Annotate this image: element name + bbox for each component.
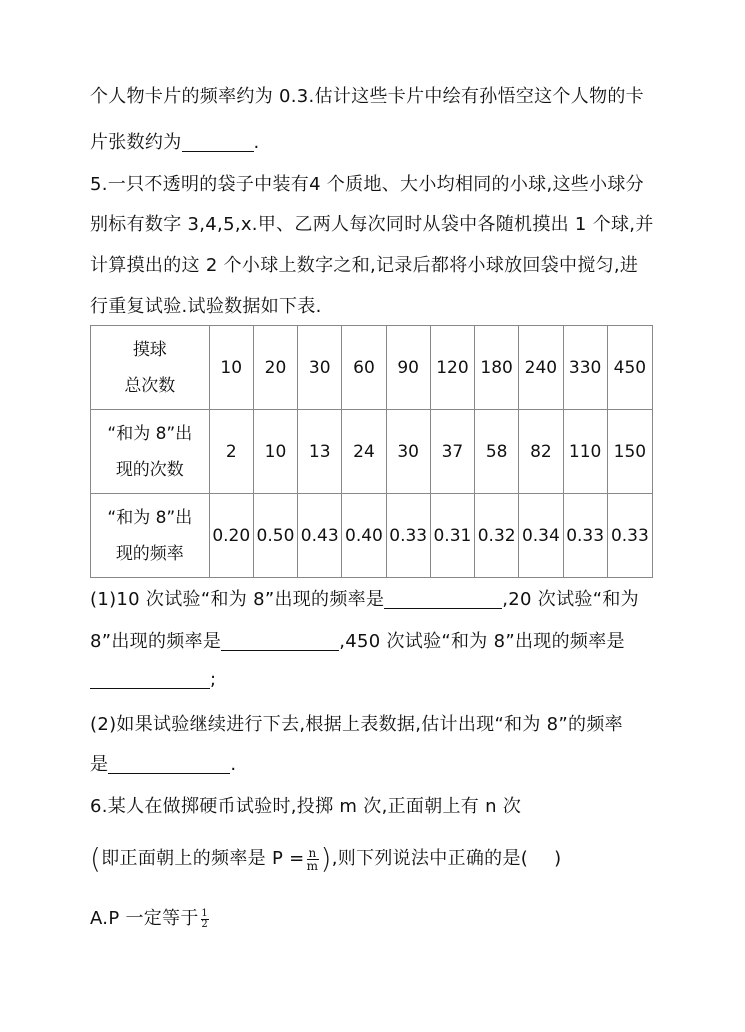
table-cell: 90 bbox=[386, 326, 430, 410]
q2-line-1: (2)如果试验继续进行下去,根据上表数据,估计出现“和为 8”的频率 bbox=[90, 714, 623, 735]
table-row-counts bbox=[91, 410, 653, 494]
table-row-freqs bbox=[91, 494, 653, 578]
q1-text-c: 8”出现的频率是 bbox=[90, 631, 222, 652]
table-cell: 0.40 bbox=[342, 494, 386, 578]
frac-num: 1 bbox=[201, 907, 209, 919]
q2-text-c: . bbox=[230, 754, 237, 775]
table-cell: 58 bbox=[475, 410, 519, 494]
row-header-freqs bbox=[91, 494, 210, 578]
text-line-2-pre: 片张数约为 bbox=[90, 132, 182, 153]
table-cell: 0.50 bbox=[253, 494, 297, 578]
fraction-n-over-m bbox=[307, 847, 319, 872]
q6-text-post: ,则下列说法中正确的是( bbox=[331, 848, 529, 869]
q5-line-2: 别标有数字 3,4,5,x.甲、乙两人每次同时从袋中各随机摸出 1 个球,并 bbox=[90, 214, 654, 235]
frac-num: n bbox=[308, 845, 317, 860]
q6-line-1: 6.某人在做掷硬币试验时,投掷 m 次,正面朝上有 n 次 bbox=[90, 796, 522, 817]
table-cell: 20 bbox=[253, 326, 297, 410]
frac-den: m bbox=[306, 858, 319, 873]
table-cell: 30 bbox=[298, 326, 342, 410]
q2-text-b: 是 bbox=[90, 754, 109, 775]
row-header-totals bbox=[91, 326, 210, 410]
table-cell: 13 bbox=[298, 410, 342, 494]
q6-close-paren: ) bbox=[554, 848, 562, 869]
table-cell: 37 bbox=[430, 410, 474, 494]
table-cell: 330 bbox=[563, 326, 607, 410]
q1-text-e: ; bbox=[210, 669, 217, 690]
table-cell: 24 bbox=[342, 410, 386, 494]
table-cell: 0.32 bbox=[475, 494, 519, 578]
row-header-line: “和为 8”出 bbox=[107, 423, 193, 444]
frac-den: 2 bbox=[201, 918, 209, 930]
row-header-line: 现的次数 bbox=[115, 459, 184, 480]
text-line-2-post: . bbox=[253, 132, 260, 153]
q1-text-a: (1)10 次试验“和为 8”出现的频率是 bbox=[90, 589, 385, 610]
row-header-line: 现的频率 bbox=[115, 543, 184, 564]
table-cell: 150 bbox=[607, 410, 652, 494]
table-cell: 0.31 bbox=[430, 494, 474, 578]
experiment-table bbox=[90, 325, 653, 578]
right-paren: ) bbox=[320, 842, 332, 875]
q5-line-3: 计算摸出的这 2 个小球上数字之和,记录后都将小球放回袋中搅匀,进 bbox=[90, 255, 639, 276]
table-cell: 120 bbox=[430, 326, 474, 410]
table-cell: 0.34 bbox=[519, 494, 563, 578]
table-cell: 2 bbox=[209, 410, 253, 494]
fraction-one-half bbox=[201, 909, 209, 930]
answer-blank-estimate[interactable] bbox=[108, 753, 230, 774]
q2-line-2 bbox=[90, 750, 236, 776]
q1-line-2 bbox=[90, 627, 625, 653]
q5-line-4: 行重复试验.试验数据如下表. bbox=[90, 296, 322, 317]
table-cell: 240 bbox=[519, 326, 563, 410]
table-cell: 30 bbox=[386, 410, 430, 494]
table-row-totals bbox=[91, 326, 653, 410]
left-paren: ( bbox=[90, 842, 102, 875]
table-cell: 0.43 bbox=[298, 494, 342, 578]
row-header-counts bbox=[91, 410, 210, 494]
q1-text-d: ,450 次试验“和为 8”出现的频率是 bbox=[339, 631, 625, 652]
answer-blank-freq-450[interactable] bbox=[90, 668, 210, 689]
row-header-line: 摸球 bbox=[132, 339, 167, 360]
q1-line-3 bbox=[90, 668, 216, 690]
text-line-2 bbox=[90, 128, 260, 154]
q1-line-1 bbox=[90, 585, 639, 611]
text-line-1: 个人物卡片的频率约为 0.3.估计这些卡片中绘有孙悟空这个人物的卡 bbox=[90, 86, 644, 107]
table-cell: 10 bbox=[253, 410, 297, 494]
table-cell: 180 bbox=[475, 326, 519, 410]
q6-text-pre: 即正面朝上的频率是 P = bbox=[101, 848, 305, 869]
table-cell: 110 bbox=[563, 410, 607, 494]
table-cell: 450 bbox=[607, 326, 652, 410]
table-cell: 0.33 bbox=[386, 494, 430, 578]
q1-text-b: ,20 次试验“和为 bbox=[502, 589, 639, 610]
row-header-line: “和为 8”出 bbox=[107, 507, 193, 528]
table-cell: 10 bbox=[209, 326, 253, 410]
answer-blank-freq-20[interactable] bbox=[221, 630, 339, 651]
table-cell: 82 bbox=[519, 410, 563, 494]
table-cell: 0.20 bbox=[209, 494, 253, 578]
answer-blank-freq-10[interactable] bbox=[384, 588, 502, 609]
q5-line-1: 5.一只不透明的袋子中装有4 个质地、大小均相同的小球,这些小球分 bbox=[90, 174, 644, 195]
option-a-text: A.P 一定等于 bbox=[90, 908, 199, 929]
row-header-line: 总次数 bbox=[124, 375, 176, 396]
q6-line-2 bbox=[90, 842, 561, 875]
table-cell: 0.33 bbox=[607, 494, 652, 578]
option-a bbox=[90, 904, 211, 930]
table-cell: 0.33 bbox=[563, 494, 607, 578]
table-cell: 60 bbox=[342, 326, 386, 410]
answer-blank-cards[interactable] bbox=[182, 131, 254, 152]
